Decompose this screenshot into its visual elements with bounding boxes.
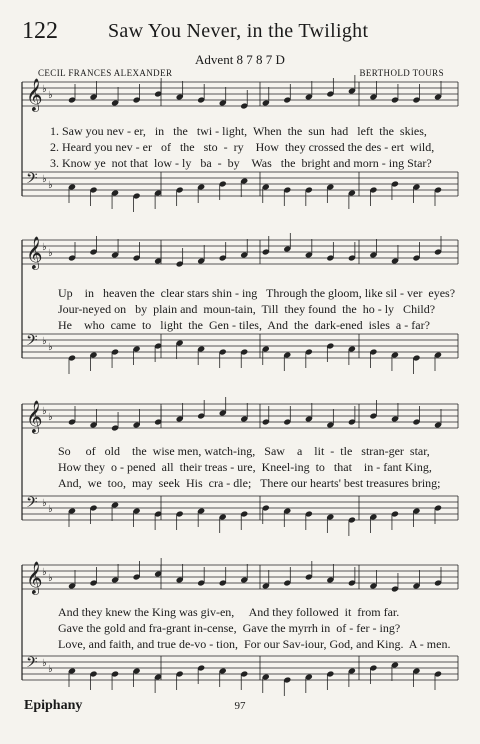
tune-meter-line: Advent 8 7 8 7 D: [195, 52, 285, 67]
svg-text:♭: ♭: [42, 567, 47, 578]
bass-staff: [22, 332, 458, 374]
verse-1-line-2: Up in heaven the clear stars shin - ing Through the gloom, like sil - ver eyes?: [58, 286, 456, 300]
svg-text:♭: ♭: [42, 84, 47, 95]
svg-text:𝄞: 𝄞: [26, 236, 43, 269]
verse-2-line-3: How they o - pened all their treas - ure, Kneel-ing to that in - fant King,: [58, 460, 432, 474]
verse-2-line-4: Gave the gold and fra-grant in-cense, Gave the myrrh in of - fer - ing?: [58, 621, 401, 635]
bass-staff: [22, 494, 458, 536]
svg-text:♭: ♭: [42, 242, 47, 253]
svg-text:♭: ♭: [48, 504, 53, 515]
page-number: 97: [234, 700, 246, 712]
bass-staff: [22, 170, 458, 212]
verse-3-line-3: And, we too, may seek His cra - dle; There our hearts' best treasures bring;: [58, 476, 441, 490]
hymn-title: Saw You Never, in the Twilight: [108, 20, 369, 42]
composer-credit: BERTHOLD TOURS: [359, 68, 444, 78]
svg-text:♭: ♭: [42, 336, 47, 347]
treble-staff: [22, 75, 458, 112]
verse-1-line-4: And they knew the King was giv-en, And they followed it from far.: [58, 605, 400, 619]
svg-text:𝄢: 𝄢: [26, 654, 38, 675]
svg-text:𝄞: 𝄞: [26, 78, 43, 111]
svg-text:𝄢: 𝄢: [26, 494, 38, 515]
treble-staff: [22, 397, 458, 434]
liturgical-season: Epiphany: [24, 698, 83, 713]
verse-3-line-4: Love, and faith, and true de-vo - tion, For our Sav-iour, God, and King. A - men.: [58, 637, 451, 651]
svg-text:♭: ♭: [42, 658, 47, 669]
verse-3-line-1: 3. Know ye not that low - ly ba - by Was the bright and morn - ing Star?: [50, 156, 432, 170]
svg-text:♭: ♭: [48, 90, 53, 101]
svg-text:♭: ♭: [48, 412, 53, 423]
svg-text:𝄢: 𝄢: [26, 332, 38, 353]
bass-staff: [22, 654, 458, 696]
svg-text:♭: ♭: [48, 180, 53, 191]
svg-text:𝄞: 𝄞: [26, 561, 43, 594]
verse-3-line-2: He who came to light the Gen - tiles, And the dark-ened isles a - far?: [58, 318, 430, 332]
svg-text:♭: ♭: [48, 248, 53, 259]
svg-text:♭: ♭: [42, 174, 47, 185]
verse-2-line-1: 2. Heard you nev - er of the sto - ry How they crossed the des - ert wild,: [50, 140, 435, 154]
treble-staff: [22, 233, 458, 270]
svg-text:♭: ♭: [48, 664, 53, 675]
svg-text:♭: ♭: [48, 342, 53, 353]
treble-staff: [22, 558, 458, 595]
svg-text:𝄢: 𝄢: [26, 170, 38, 191]
svg-text:𝄞: 𝄞: [26, 400, 43, 433]
svg-text:♭: ♭: [42, 406, 47, 417]
verse-2-line-2: Jour-neyed on by plain and moun-tain, Till they found the ho - ly Child?: [58, 302, 436, 316]
svg-text:♭: ♭: [48, 573, 53, 584]
verse-1-line-3: So of old the wise men, watch-ing, Saw a lit - tle stran-ger star,: [58, 444, 430, 458]
lyricist-credit: CECIL FRANCES ALEXANDER: [38, 68, 173, 78]
verse-1-line-1: 1. Saw you nev - er, in the twi - light, When the sun had left the skies,: [50, 124, 427, 138]
hymn-number: 122: [22, 18, 58, 44]
svg-text:♭: ♭: [42, 498, 47, 509]
